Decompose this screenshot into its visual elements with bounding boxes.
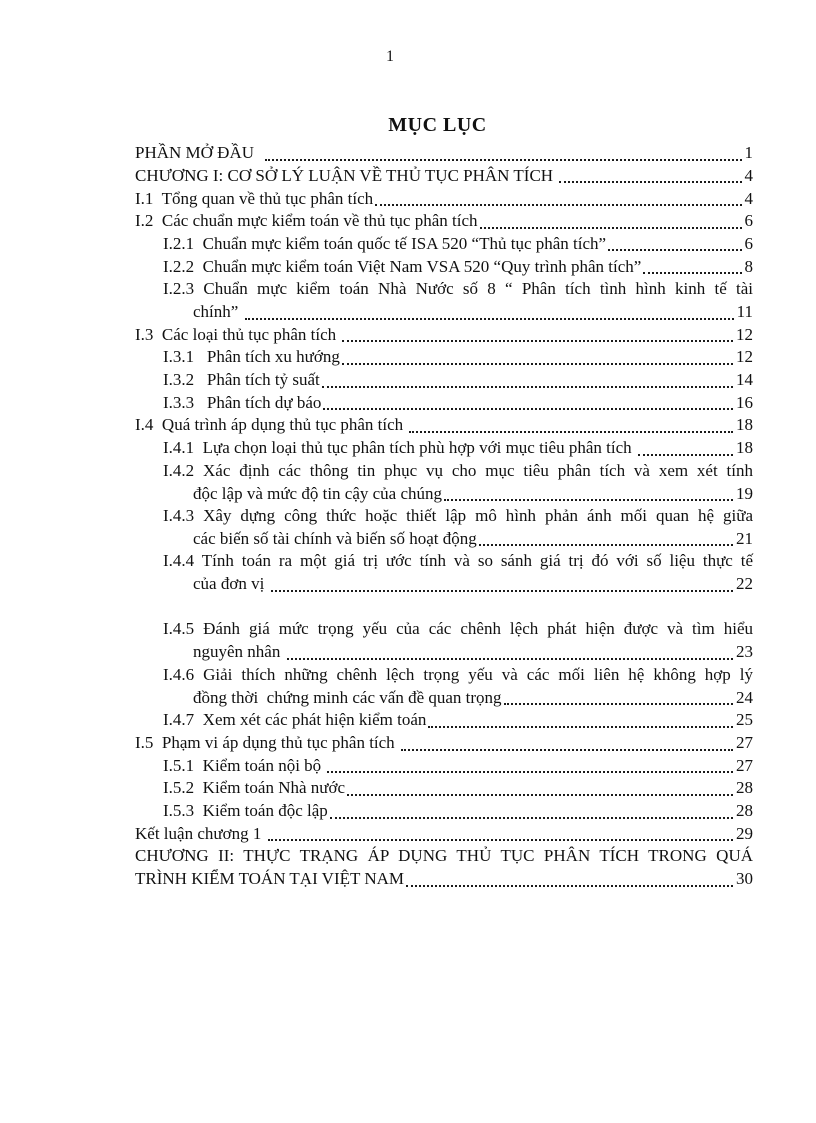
toc-entry — [135, 732, 753, 755]
toc-entry — [135, 845, 753, 868]
toc-entry — [135, 800, 753, 823]
toc-entry-text: I.4.4 Tính toán ra một giá trị ước tính và so sánh giá trị đó với số liệu thực tế — [163, 551, 753, 571]
toc-entry-text: I.4.6 Giải thích những chênh lệch trọng yếu và các mối liên hệ không hợp lý — [163, 664, 753, 684]
toc-leader-dots — [406, 868, 733, 887]
page-number-header: 1 — [386, 48, 394, 65]
toc-entry-text: I.4.1 Lựa chọn loại thủ tục phân tích phù hợp với mục tiêu phân tích — [163, 438, 636, 458]
toc-leader-dots — [638, 437, 733, 456]
toc-entry — [135, 278, 753, 301]
toc-entry — [135, 777, 753, 800]
toc-entry — [135, 414, 753, 437]
toc-entry-text: I.3 Các loại thủ tục phân tích — [135, 324, 341, 344]
toc-entry-text: đồng thời chứng minh các vấn đề quan trọng — [193, 687, 502, 707]
toc-entry — [135, 437, 753, 460]
toc-title: MỤC LỤC — [388, 114, 487, 136]
table-of-contents — [135, 142, 753, 891]
toc-entry-page: 14 — [736, 370, 753, 390]
toc-entry — [135, 346, 753, 369]
toc-entry-text: I.2.2 Chuẩn mực kiểm toán Việt Nam VSA 520 “Quy trình phân tích” — [163, 256, 642, 276]
toc-entry — [135, 528, 753, 551]
toc-leader-dots — [342, 324, 733, 343]
toc-entry-page: 30 — [736, 869, 753, 889]
toc-entry-page: 27 — [736, 755, 753, 775]
toc-leader-dots — [265, 142, 742, 161]
toc-entry — [135, 187, 753, 210]
toc-leader-dots — [245, 301, 734, 320]
toc-entry — [135, 618, 753, 641]
toc-entry — [135, 823, 753, 846]
toc-entry-text: I.4.3 Xây dựng công thức hoặc thiết lập mô hình phản ánh mối quan hệ giữa — [163, 506, 753, 525]
toc-entry — [135, 868, 753, 891]
toc-entry-text: I.5 Phạm vi áp dụng thủ tục phân tích — [135, 733, 399, 753]
toc-entry-page: 6 — [744, 211, 753, 231]
toc-entry — [135, 369, 753, 392]
toc-entry-text: I.1 Tổng quan về thủ tục phân tích — [135, 188, 374, 208]
toc-entry — [135, 573, 753, 596]
toc-entry-text: I.3.2 Phân tích tỷ suất — [163, 370, 320, 390]
toc-entry-page: 18 — [736, 415, 753, 435]
toc-entry-text: độc lập và mức độ tin cậy của chúng — [193, 483, 443, 503]
toc-entry-text: CHƯƠNG I: CƠ SỞ LÝ LUẬN VỀ THỦ TỤC PHÂN TÍCH — [135, 165, 558, 185]
toc-leader-dots — [268, 823, 733, 842]
toc-entry — [135, 505, 753, 528]
toc-entry-page: 22 — [736, 574, 753, 594]
toc-entry-text: I.2.1 Chuẩn mực kiểm toán quốc tế ISA 520 “Thủ tục phân tích” — [163, 233, 607, 253]
toc-entry-text: I.3.1 Phân tích xu hướng — [163, 347, 340, 367]
toc-entry-text: I.5.2 Kiểm toán Nhà nước — [163, 778, 346, 798]
toc-leader-dots — [322, 369, 733, 388]
toc-leader-dots — [479, 528, 733, 547]
toc-entry-page: 6 — [744, 233, 753, 253]
toc-entry-text: I.2 Các chuẩn mực kiểm toán về thủ tục phân tích — [135, 211, 478, 231]
toc-leader-dots — [409, 414, 733, 433]
toc-entry-text: I.2.3 Chuẩn mực kiểm toán Nhà Nước số 8 “ Phân tích tình hình kinh tế tài — [163, 279, 753, 299]
toc-entry-text: CHƯƠNG II: THỰC TRẠNG ÁP DỤNG THỦ TỤC PHÂN TÍCH TRONG QUÁ — [135, 846, 753, 866]
toc-leader-dots — [375, 187, 741, 206]
toc-entry — [135, 687, 753, 710]
toc-entry-text: TRÌNH KIỂM TOÁN TẠI VIỆT NAM — [135, 869, 405, 889]
toc-entry — [135, 392, 753, 415]
toc-entry — [135, 210, 753, 233]
toc-entry — [135, 664, 753, 687]
toc-entry-text: của đơn vị — [193, 574, 269, 594]
toc-entry — [135, 142, 753, 165]
toc-entry — [135, 755, 753, 778]
toc-entry-text: PHẦN MỞ ĐẦU — [135, 143, 263, 163]
toc-entry — [135, 641, 753, 664]
toc-entry — [135, 324, 753, 347]
toc-leader-dots — [643, 255, 741, 274]
toc-entry — [135, 709, 753, 732]
toc-leader-dots — [347, 777, 733, 796]
toc-entry-page: 25 — [736, 710, 753, 730]
toc-entry — [135, 255, 753, 278]
toc-entry-text: I.4 Quá trình áp dụng thủ tục phân tích — [135, 415, 408, 435]
toc-entry-text: I.4.2 Xác định các thông tin phục vụ cho mục tiêu phân tích và xem xét tính — [163, 460, 753, 480]
toc-leader-dots — [271, 573, 733, 592]
toc-entry-page: 8 — [744, 256, 753, 276]
toc-entry-page: 19 — [736, 483, 753, 503]
toc-entry-text: nguyên nhân — [193, 642, 285, 662]
toc-entry-page: 21 — [736, 528, 753, 548]
toc-leader-dots — [330, 800, 733, 819]
toc-entry — [135, 550, 753, 573]
toc-entry — [135, 233, 753, 256]
toc-entry — [135, 482, 753, 505]
toc-entry-page: 29 — [736, 823, 753, 843]
toc-entry-page: 4 — [744, 188, 753, 208]
toc-entry-text: I.5.3 Kiểm toán độc lập — [163, 801, 328, 821]
toc-leader-dots — [342, 346, 733, 365]
toc-entry-page: 27 — [736, 733, 753, 753]
toc-entry-page: 4 — [744, 165, 753, 185]
toc-entry-page: 24 — [736, 687, 753, 707]
toc-entry-text: I.5.1 Kiểm toán nội bộ — [163, 755, 326, 775]
toc-entry-text: các biến số tài chính và biến số hoạt động — [193, 528, 477, 548]
toc-leader-dots — [444, 482, 733, 501]
toc-entry-page: 28 — [736, 778, 753, 798]
toc-leader-dots — [504, 687, 733, 706]
toc-entry-text: chính” — [193, 302, 243, 321]
toc-spacer-line — [135, 596, 753, 619]
toc-entry-page: 18 — [736, 438, 753, 458]
toc-entry-text: Kết luận chương 1 — [135, 823, 266, 843]
toc-entry-text: I.4.5 Đánh giá mức trọng yếu của các chênh lệch phát hiện được và tìm hiểu — [163, 619, 753, 639]
toc-leader-dots — [559, 165, 741, 184]
toc-entry — [135, 460, 753, 483]
toc-leader-dots — [287, 641, 733, 660]
toc-leader-dots — [401, 732, 733, 751]
toc-leader-dots — [323, 392, 733, 411]
toc-entry-text: I.4.7 Xem xét các phát hiện kiểm toán — [163, 710, 427, 730]
toc-entry-page: 28 — [736, 801, 753, 821]
toc-entry-page: 16 — [736, 392, 753, 412]
toc-entry — [135, 165, 753, 188]
toc-entry-page: 12 — [736, 324, 753, 344]
toc-entry-page: 1 — [744, 143, 753, 163]
toc-leader-dots — [480, 210, 742, 229]
toc-entry-text: I.3.3 Phân tích dự báo — [163, 392, 322, 412]
toc-entry — [135, 301, 753, 324]
toc-leader-dots — [428, 709, 733, 728]
toc-leader-dots — [608, 233, 741, 252]
toc-entry-page: 12 — [736, 347, 753, 367]
toc-leader-dots — [327, 755, 733, 774]
toc-entry-page: 11 — [736, 302, 753, 321]
toc-entry-page: 23 — [736, 642, 753, 662]
